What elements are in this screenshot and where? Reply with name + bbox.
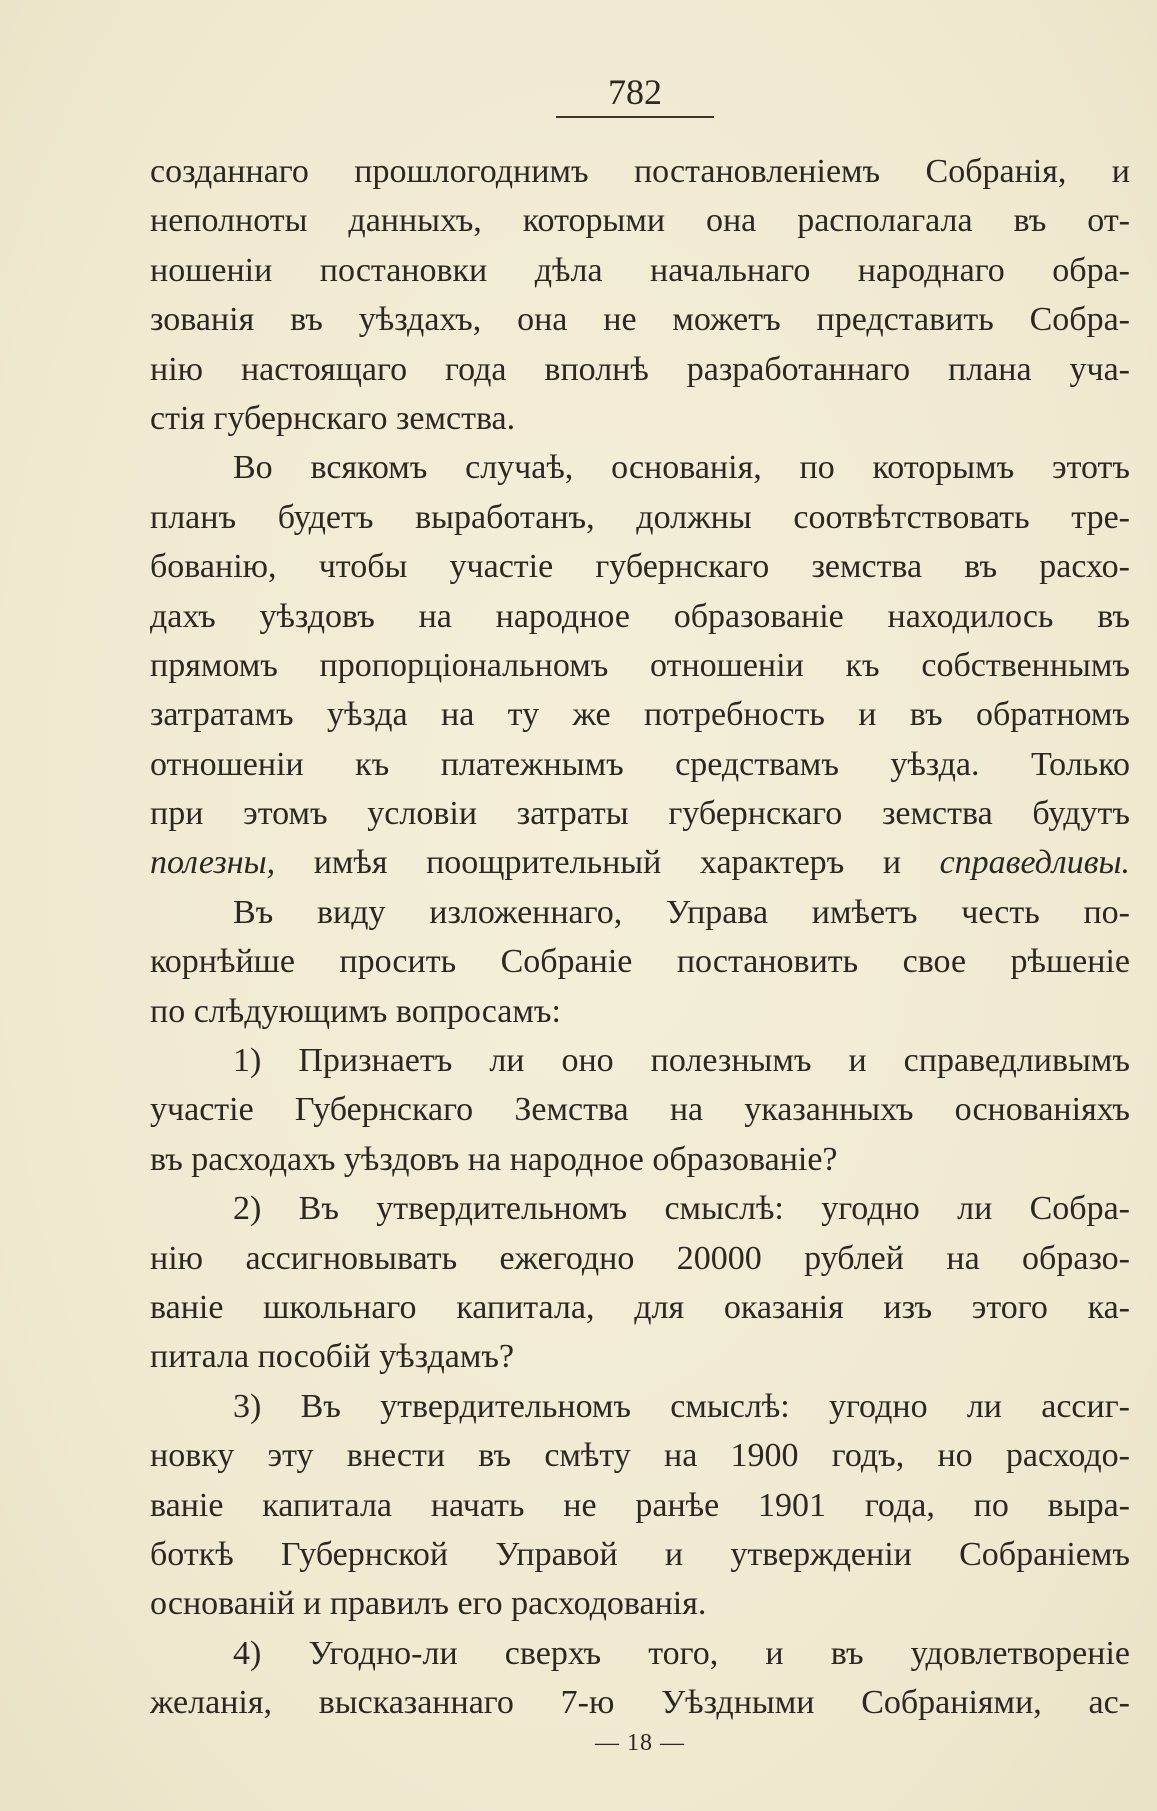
emphasis-useful: полезны, <box>150 844 276 882</box>
text-line: планъ будетъ выработанъ, должны соотвѣтствовать тре- <box>150 498 1130 536</box>
text-line: созданнаго прошлогоднимъ постановленіемъ Собранія, и <box>150 153 1130 190</box>
list-item-4: 4) Угодно-ли сверхъ того, и въ удовлетвореніе <box>233 1634 1130 1672</box>
text-line: неполноты данныхъ, которыми она располагала въ от- <box>150 202 1130 240</box>
text-line-with-emphasis <box>150 838 1130 887</box>
text-line: участіе Губернскаго Земства на указанныхъ основаніяхъ <box>150 1091 1130 1129</box>
page-number: 782 <box>608 72 662 112</box>
text-line: затратамъ уѣзда на ту же потребность и въ обратномъ <box>150 696 1130 734</box>
text-line: по слѣдующимъ вопросамъ: <box>150 992 561 1030</box>
text-line: нію настоящаго года вполнѣ разработаннаго плана уча- <box>150 350 1130 388</box>
text-line: бованію, чтобы участіе губернскаго земства въ расхо- <box>150 548 1130 586</box>
text-line: при этомъ условіи затраты губернскаго земства будутъ <box>150 795 1130 833</box>
text-line: отношеніи къ платежнымъ средствамъ уѣзда. Только <box>150 745 1130 783</box>
text-line: желанія, высказаннаго 7-ю Уѣздными Собраніями, ас- <box>150 1684 1130 1722</box>
text-line: новку эту внести въ смѣту на 1900 годъ, но расходо- <box>150 1437 1130 1475</box>
body-text <box>150 147 1130 1728</box>
text-line: питала пособій уѣздамъ? <box>150 1338 515 1376</box>
text-line: ваніе капитала начать не ранѣе 1901 года, по выра- <box>150 1486 1130 1524</box>
text-line: дахъ уѣздовъ на народное образованіе находилось въ <box>150 597 1130 635</box>
paragraph-start-line: Во всякомъ случаѣ, основанія, по которымъ этотъ <box>233 449 1130 487</box>
text-line: ваніе школьнаго капитала, для оказанія изъ этого ка- <box>150 1288 1130 1326</box>
emphasis-fair: справедливы. <box>939 844 1130 882</box>
text-line: зованія въ уѣздахъ, она не можетъ представить Собра- <box>150 301 1130 339</box>
signature-mark: — 18 — <box>595 1730 685 1756</box>
text-line: ношеніи постановки дѣла начальнаго народнаго обра- <box>150 251 1130 289</box>
text-fragment: имѣя поощрительный характеръ и <box>313 844 902 882</box>
list-item-3: 3) Въ утвердительномъ смыслѣ: угодно ли ассиг- <box>233 1387 1130 1425</box>
page-number-rule <box>556 116 714 118</box>
text-line: въ расходахъ уѣздовъ на народное образованіе? <box>150 1140 838 1178</box>
text-line: стія губернскаго земства. <box>150 399 516 437</box>
text-line: боткѣ Губернской Управой и утвержденіи Собраніемъ <box>150 1535 1130 1573</box>
list-item-2: 2) Въ утвердительномъ смыслѣ: угодно ли Собра- <box>233 1190 1130 1228</box>
text-line: корнѣйше просить Собраніе постановить свое рѣшеніе <box>150 943 1130 981</box>
list-item-1: 1) Признаетъ ли оно полезнымъ и справедливымъ <box>233 1042 1130 1080</box>
text-line: основаній и правилъ его расходованія. <box>150 1585 707 1623</box>
text-line: нію ассигновывать ежегодно 20000 рублей на образо- <box>150 1239 1130 1277</box>
show-through-text <box>970 60 1140 100</box>
paragraph-start-line: Въ виду изложеннаго, Управа имѣетъ честь по- <box>233 893 1130 931</box>
text-line: прямомъ пропорціональномъ отношеніи къ собственнымъ <box>150 646 1130 684</box>
